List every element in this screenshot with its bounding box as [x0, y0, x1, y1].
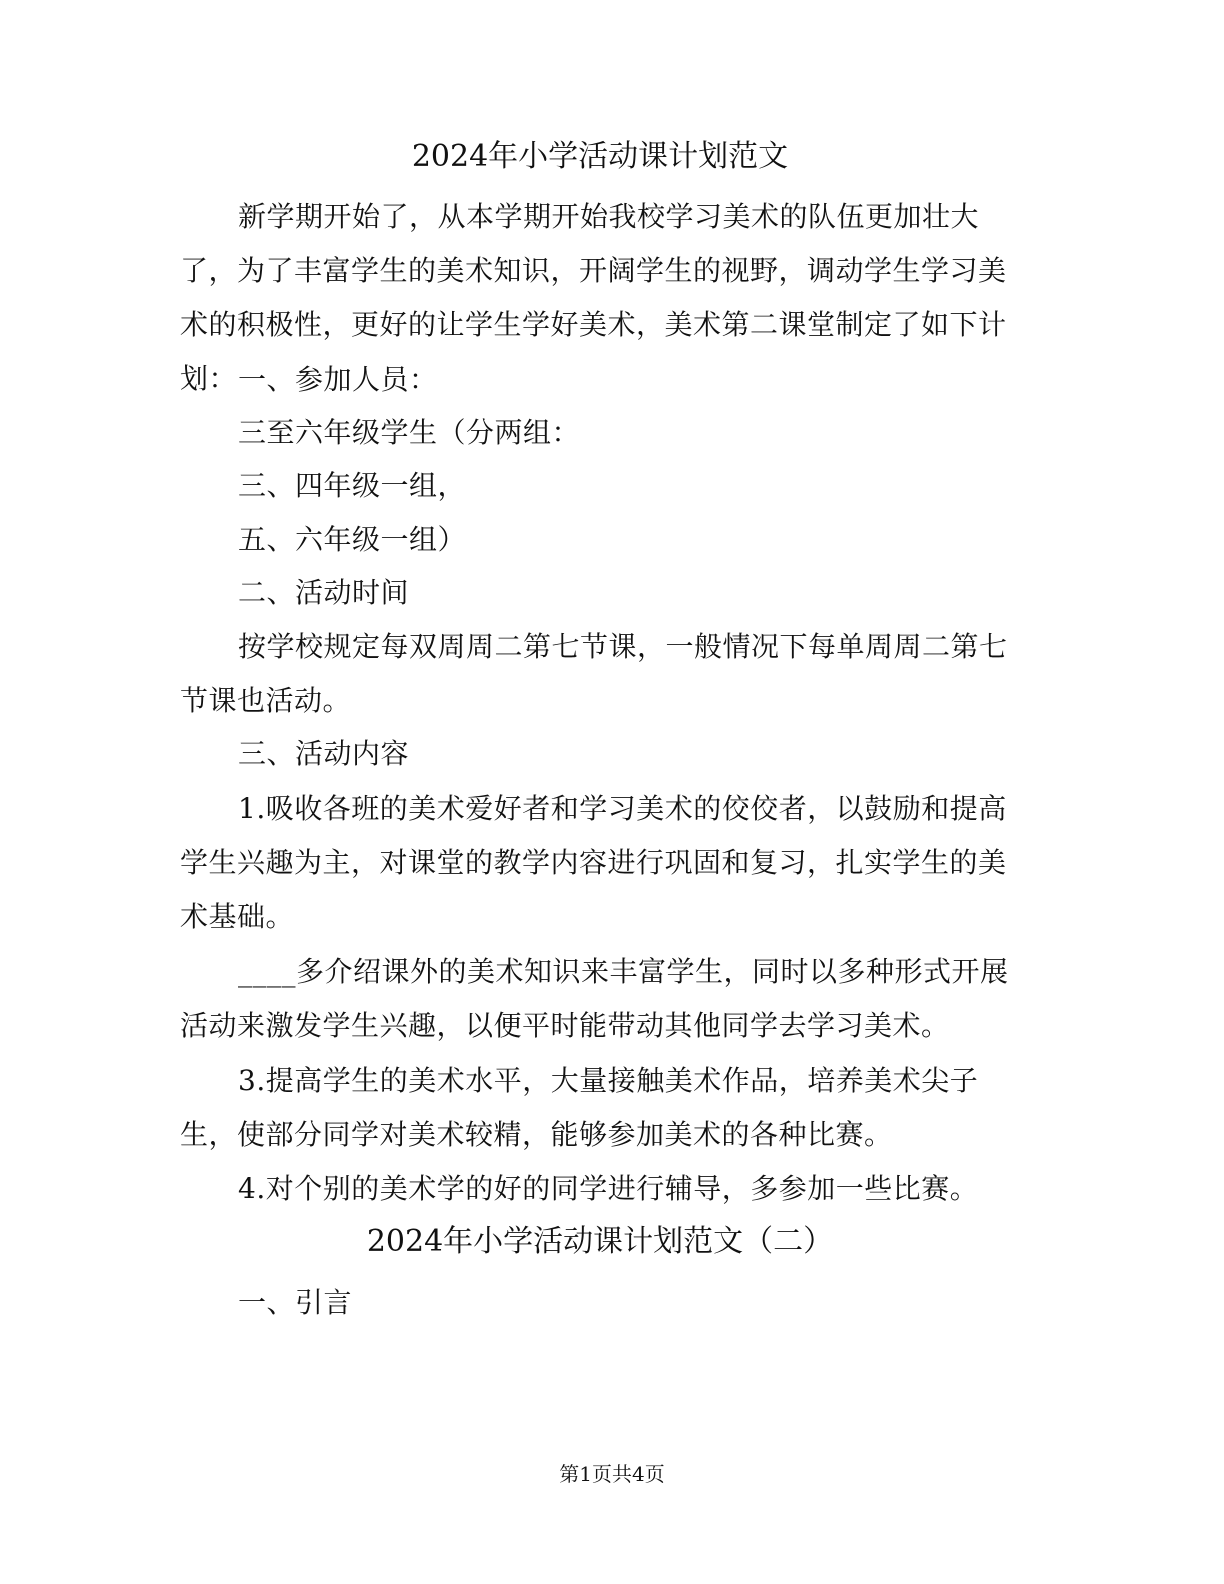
activity-item-3: 3.提高学生的美术水平，大量接触美术作品，培养美术尖子生，使部分同学对美术较精，能够参加美术的各种比赛。 — [180, 1064, 979, 1151]
document-page — [180, 0, 1040, 1584]
section3-heading: 三、活动内容 — [238, 737, 410, 770]
section1-line2: 三、四年级一组， — [238, 469, 467, 502]
page-number: 第1页共4页 — [559, 1462, 665, 1486]
intro-paragraph: 新学期开始了，从本学期开始我校学习美术的队伍更加壮大了，为了丰富学生的美术知识，开阔学生的视野，调动学生学习美术的积极性，更好的让学生学好美术，美术第二课堂制定了如下计划： — [180, 200, 1007, 395]
section2-body: 按学校规定每双周周二第七节课，一般情况下每单周周二第七节课也活动。 — [180, 630, 1008, 717]
section1-line1: 三至六年级学生（分两组： — [238, 416, 581, 449]
document-title-2: 2024年小学活动课计划范文（二） — [366, 1224, 834, 1259]
section2-heading: 二、活动时间 — [238, 576, 410, 609]
section1-line3: 五、六年级一组） — [238, 523, 467, 556]
section1-heading: 一、参加人员： — [238, 363, 438, 396]
activity-item-1: 1.吸收各班的美术爱好者和学习美术的佼佼者，以鼓励和提高学生兴趣为主，对课堂的教学内容进行巩固和复习，扎实学生的美术基础。 — [180, 792, 1007, 933]
document-title: 2024年小学活动课计划范文 — [411, 139, 789, 174]
activity-item-2: ____多介绍课外的美术知识来丰富学生，同时以多种形式开展活动来激发学生兴趣，以便平时能带动其他同学去学习美术。 — [180, 955, 1009, 1042]
intro-heading: 一、引言 — [238, 1286, 353, 1319]
activity-item-4: 4.对个别的美术学的好的同学进行辅导，多参加一些比赛。 — [238, 1172, 979, 1205]
